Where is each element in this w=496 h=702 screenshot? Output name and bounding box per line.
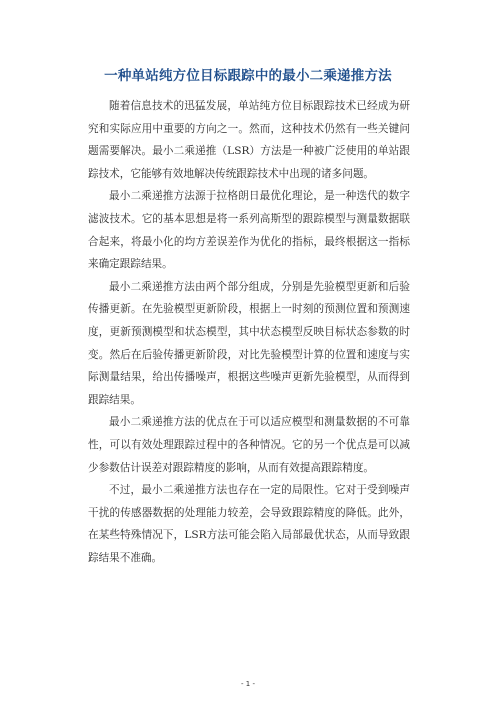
paragraph-4: 最小二乘递推方法的优点在于可以适应模型和测量数据的不可靠性，可以有效处理跟踪过程中的各种情况。它的另一个优点是可以减少参数估计误差对跟踪精度的影响，从而有效提高跟踪精度。	[88, 416, 410, 474]
paragraph-1: 随着信息技术的迅猛发展，单站纯方位目标跟踪技术已经成为研究和实际应用中重要的方向之一。然而，这种技术仍然有一些关键问题需要解决。最小二乘递推（LSR）方法是一种被广泛使用的单站跟踪技术，它能够有效地解决传统跟踪技术中出现的诸多问题。	[88, 100, 410, 180]
document-body	[88, 95, 410, 569]
paragraph-5: 不过，最小二乘递推方法也存在一定的局限性。它对于受到噪声干扰的传感器数据的处理能力较差，会导致跟踪精度的降低。此外，在某些特殊情况下，LSR方法可能会陷入局部最优状态，从而导致跟踪结果不准确。	[88, 484, 410, 564]
paragraph-3: 最小二乘递推方法由两个部分组成，分别是先验模型更新和后验传播更新。在先验模型更新阶段，根据上一时刻的预测位置和预测速度，更新预测模型和状态模型，其中状态模型反映目标状态参数的时变。然后在后验传播更新阶段，对比先验模型计算的位置和速度与实际测量结果，给出传播噪声，根据这些噪声更新先验模型，从而得到跟踪结果。	[88, 280, 410, 406]
paragraph-2: 最小二乘递推方法源于拉格朗日最优化理论，是一种迭代的数字滤波技术。它的基本思想是将一系列高斯型的跟踪模型与测量数据联合起来，将最小化的均方差误差作为优化的指标，最终根据这一指标来确定跟踪结果。	[88, 190, 410, 271]
page-number: - 1 -	[241, 680, 255, 688]
document-title: 一种单站纯方位目标跟踪中的最小二乘递推方法	[104, 68, 392, 84]
